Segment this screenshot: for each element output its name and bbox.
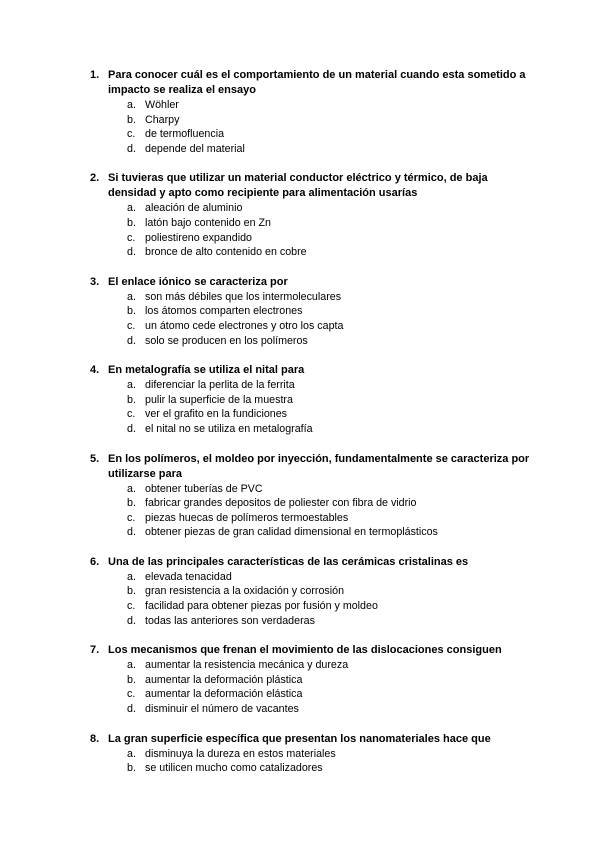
question-item bbox=[90, 68, 530, 156]
answer-options bbox=[90, 290, 530, 348]
option-label: a. bbox=[127, 290, 136, 303]
option-text: elevada tenacidad bbox=[145, 570, 232, 583]
option-label: c. bbox=[127, 511, 136, 524]
answer-option bbox=[127, 290, 530, 305]
option-label: b. bbox=[127, 216, 136, 229]
option-text: poliestireno expandido bbox=[145, 231, 252, 244]
option-label: a. bbox=[127, 202, 136, 215]
option-label: a. bbox=[127, 659, 136, 672]
option-label: c. bbox=[127, 408, 136, 421]
option-label: c. bbox=[127, 231, 136, 244]
answer-options bbox=[90, 201, 530, 259]
option-label: d. bbox=[127, 246, 136, 259]
option-label: d. bbox=[127, 614, 136, 627]
question-item bbox=[90, 555, 530, 628]
option-text: de termofluencia bbox=[145, 128, 225, 141]
answer-option bbox=[127, 658, 530, 673]
answer-option bbox=[127, 584, 530, 599]
question-list bbox=[90, 68, 530, 791]
answer-option bbox=[127, 761, 530, 776]
question-header bbox=[90, 275, 530, 290]
option-text: Charpy bbox=[145, 113, 180, 126]
answer-option bbox=[127, 702, 530, 717]
answer-option bbox=[127, 304, 530, 319]
option-label: a. bbox=[127, 379, 136, 392]
option-label: d. bbox=[127, 142, 136, 155]
option-text: Wöhler bbox=[145, 99, 179, 111]
option-label: b. bbox=[127, 673, 136, 686]
answer-option bbox=[127, 113, 530, 128]
option-label: d. bbox=[127, 526, 136, 539]
option-text: ver el grafito en la fundiciones bbox=[145, 408, 287, 421]
option-text: obtener piezas de gran calidad dimensional en termoplásticos bbox=[145, 526, 438, 539]
option-text: los átomos comparten electrones bbox=[145, 305, 303, 318]
option-label: a. bbox=[127, 747, 136, 760]
answer-options bbox=[90, 570, 530, 628]
answer-option bbox=[127, 407, 530, 422]
option-label: b. bbox=[127, 497, 136, 510]
answer-option bbox=[127, 201, 530, 216]
answer-options bbox=[90, 98, 530, 156]
question-item bbox=[90, 452, 530, 540]
answer-option bbox=[127, 673, 530, 688]
answer-option bbox=[127, 614, 530, 629]
question-text: En metalografía se utiliza el nital para bbox=[108, 364, 305, 377]
option-text: bronce de alto contenido en cobre bbox=[145, 246, 307, 259]
option-label: b. bbox=[127, 305, 136, 318]
question-number: 8. bbox=[90, 732, 100, 745]
option-label: b. bbox=[127, 762, 136, 775]
question-header bbox=[90, 555, 530, 570]
answer-option bbox=[127, 334, 530, 349]
answer-option bbox=[127, 747, 530, 762]
option-text: aumentar la resistencia mecánica y dureza bbox=[145, 659, 349, 672]
option-text: solo se producen en los polímeros bbox=[145, 334, 308, 347]
option-text: son más débiles que los intermoleculares bbox=[145, 290, 342, 303]
answer-option bbox=[127, 98, 530, 113]
answer-options bbox=[90, 378, 530, 436]
option-label: a. bbox=[127, 570, 136, 583]
option-label: a. bbox=[127, 482, 136, 495]
answer-option bbox=[127, 599, 530, 614]
option-text: disminuya la dureza en estos materiales bbox=[145, 747, 336, 760]
option-text: todas las anteriores son verdaderas bbox=[145, 614, 315, 627]
option-label: a. bbox=[127, 99, 136, 111]
question-number: 4. bbox=[90, 364, 100, 377]
question-text: Para conocer cuál es el comportamiento de un material cuando esta sometido a impacto se realiza el ensayo bbox=[108, 69, 526, 96]
answer-option bbox=[127, 496, 530, 511]
answer-options bbox=[90, 747, 530, 776]
option-label: b. bbox=[127, 393, 136, 406]
question-item bbox=[90, 275, 530, 348]
option-text: aleación de aluminio bbox=[145, 202, 243, 215]
question-number: 7. bbox=[90, 644, 100, 657]
question-item bbox=[90, 363, 530, 436]
option-text: latón bajo contenido en Zn bbox=[145, 216, 271, 229]
question-text: Si tuvieras que utilizar un material conductor eléctrico y térmico, de baja densidad y apto como recipiente para alimentación usarías bbox=[108, 172, 488, 200]
option-text: piezas huecas de polímeros termoestables bbox=[145, 511, 349, 524]
question-header bbox=[90, 643, 530, 658]
option-label: c. bbox=[127, 319, 136, 332]
answer-option bbox=[127, 319, 530, 334]
question-text: La gran superficie específica que presentan los nanomateriales hace que bbox=[108, 732, 491, 745]
question-number: 6. bbox=[90, 555, 100, 568]
answer-option bbox=[127, 245, 530, 260]
question-item bbox=[90, 171, 530, 259]
answer-option bbox=[127, 142, 530, 157]
answer-options bbox=[90, 658, 530, 716]
answer-option bbox=[127, 393, 530, 408]
answer-option bbox=[127, 482, 530, 497]
answer-option bbox=[127, 687, 530, 702]
question-text: El enlace iónico se caracteriza por bbox=[108, 275, 288, 288]
question-text: Los mecanismos que frenan el movimiento de las dislocaciones consiguen bbox=[108, 644, 502, 657]
option-text: aumentar la deformación elástica bbox=[145, 688, 303, 701]
option-text: diferenciar la perlita de la ferrita bbox=[145, 379, 295, 392]
question-text: En los polímeros, el moldeo por inyección, fundamentalmente se caracteriza por utilizarse para bbox=[108, 452, 530, 480]
answer-option bbox=[127, 378, 530, 393]
option-text: facilidad para obtener piezas por fusión y moldeo bbox=[145, 600, 378, 613]
question-header bbox=[90, 732, 530, 747]
question-number: 2. bbox=[90, 172, 100, 185]
option-label: c. bbox=[127, 128, 136, 141]
option-text: pulir la superficie de la muestra bbox=[145, 393, 293, 406]
option-text: gran resistencia a la oxidación y corrosión bbox=[145, 585, 345, 598]
option-label: d. bbox=[127, 334, 136, 347]
question-item bbox=[90, 732, 530, 776]
question-item bbox=[90, 643, 530, 716]
option-text: disminuir el número de vacantes bbox=[145, 703, 299, 716]
option-label: d. bbox=[127, 703, 136, 716]
answer-option bbox=[127, 231, 530, 246]
answer-option bbox=[127, 570, 530, 585]
option-label: c. bbox=[127, 688, 136, 701]
option-text: el nital no se utiliza en metalografía bbox=[145, 422, 313, 435]
option-label: b. bbox=[127, 113, 136, 126]
option-text: fabricar grandes depositos de poliester con fibra de vidrio bbox=[145, 497, 417, 510]
answer-option bbox=[127, 422, 530, 437]
question-header bbox=[90, 68, 530, 98]
answer-option bbox=[127, 511, 530, 526]
answer-options bbox=[90, 482, 530, 540]
answer-option bbox=[127, 127, 530, 142]
answer-option bbox=[127, 216, 530, 231]
option-label: c. bbox=[127, 600, 136, 613]
option-label: d. bbox=[127, 422, 136, 435]
option-text: obtener tuberías de PVC bbox=[145, 482, 263, 495]
question-number: 1. bbox=[90, 69, 100, 81]
answer-option bbox=[127, 525, 530, 540]
option-text: se utilicen mucho como catalizadores bbox=[145, 762, 323, 775]
question-number: 3. bbox=[90, 275, 100, 288]
question-header bbox=[90, 363, 530, 378]
question-header bbox=[90, 171, 530, 201]
question-text: Una de las principales características de las cerámicas cristalinas es bbox=[108, 555, 469, 568]
option-label: b. bbox=[127, 585, 136, 598]
question-number: 5. bbox=[90, 452, 100, 465]
option-text: aumentar la deformación plástica bbox=[145, 673, 303, 686]
option-text: depende del material bbox=[145, 142, 245, 155]
option-text: un átomo cede electrones y otro los capta bbox=[145, 319, 344, 332]
question-header bbox=[90, 452, 530, 482]
